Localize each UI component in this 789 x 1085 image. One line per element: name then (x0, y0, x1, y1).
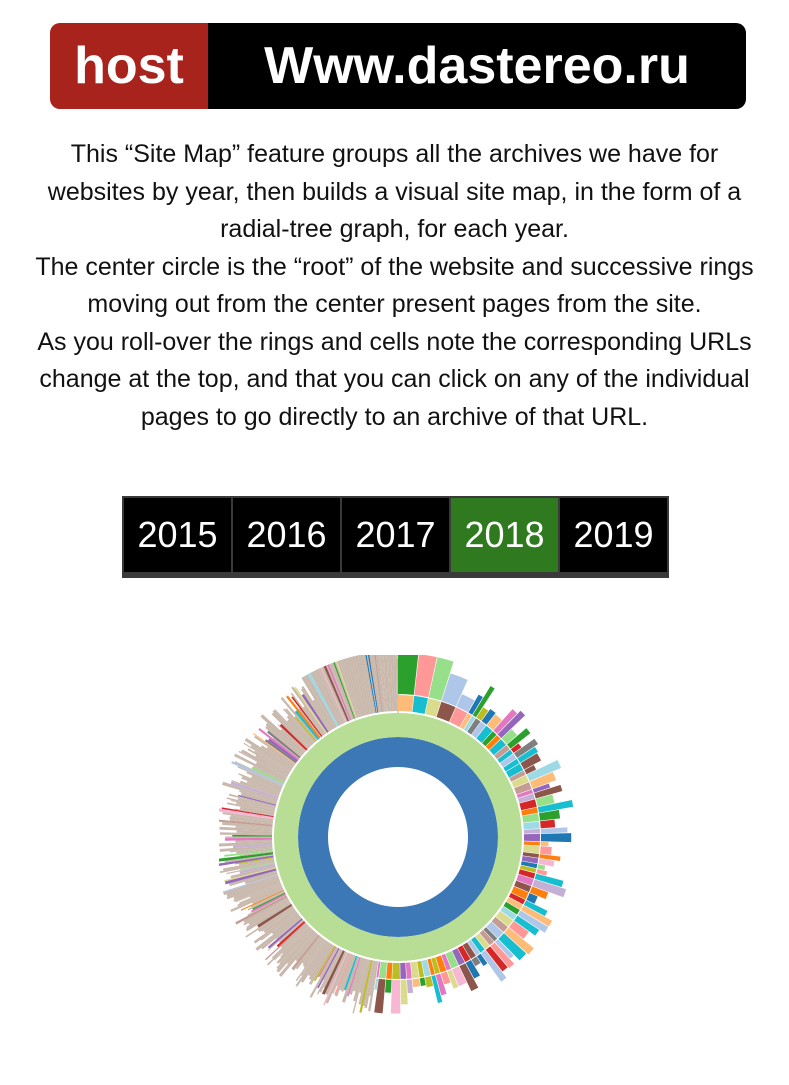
page-segment[interactable] (537, 864, 545, 870)
page-segment[interactable] (412, 978, 420, 987)
page-segment[interactable] (541, 833, 571, 842)
page-segment[interactable] (524, 834, 540, 841)
page-segment[interactable] (540, 846, 552, 855)
description-paragraph-2: The center circle is the “root” of the website and successive rings moving out from the center present pages from the site. (35, 252, 754, 318)
page-segment[interactable] (398, 695, 414, 712)
page-segment[interactable] (523, 821, 540, 829)
page-segment[interactable] (523, 845, 540, 853)
page-segment[interactable] (412, 696, 428, 714)
year-button-2017[interactable]: 2017 (342, 498, 449, 572)
page-segment[interactable] (524, 829, 540, 834)
page-segment[interactable] (400, 963, 406, 979)
year-button-2016[interactable]: 2016 (233, 498, 340, 572)
description-paragraph-1: This “Site Map” feature groups all the archives we have for websites by year, then builds a visual site map, in the form of a radial-tree graph, for each year. (47, 140, 742, 243)
page-segment[interactable] (407, 979, 413, 993)
page-segment[interactable] (524, 841, 540, 845)
site-title[interactable]: Www.dastereo.ru (208, 23, 746, 109)
root-ring[interactable] (298, 737, 498, 937)
host-label: host (50, 23, 208, 109)
year-button-2019[interactable]: 2019 (560, 498, 667, 572)
year-button-2018[interactable]: 2018 (451, 498, 558, 572)
page-segment[interactable] (392, 963, 400, 979)
page-segment[interactable] (540, 820, 555, 829)
site-header (50, 23, 746, 109)
page-segment[interactable] (406, 962, 412, 978)
description-paragraph-3: As you roll-over the rings and cells note the corresponding URLs change at the top, and that you can click on any of the individual pages to go directly to an archive of that URL. (37, 327, 752, 431)
year-selector (122, 496, 669, 578)
page-segment[interactable] (401, 980, 408, 1005)
page-segment[interactable] (386, 963, 392, 979)
site-map-sunburst[interactable] (219, 655, 579, 1025)
page-segment[interactable] (391, 980, 401, 1014)
year-button-2015[interactable]: 2015 (124, 498, 231, 572)
page-segment[interactable] (385, 980, 392, 993)
page-segment[interactable] (541, 842, 549, 846)
description (20, 136, 769, 436)
page-segment[interactable] (420, 978, 426, 987)
page-segment[interactable] (541, 827, 568, 833)
